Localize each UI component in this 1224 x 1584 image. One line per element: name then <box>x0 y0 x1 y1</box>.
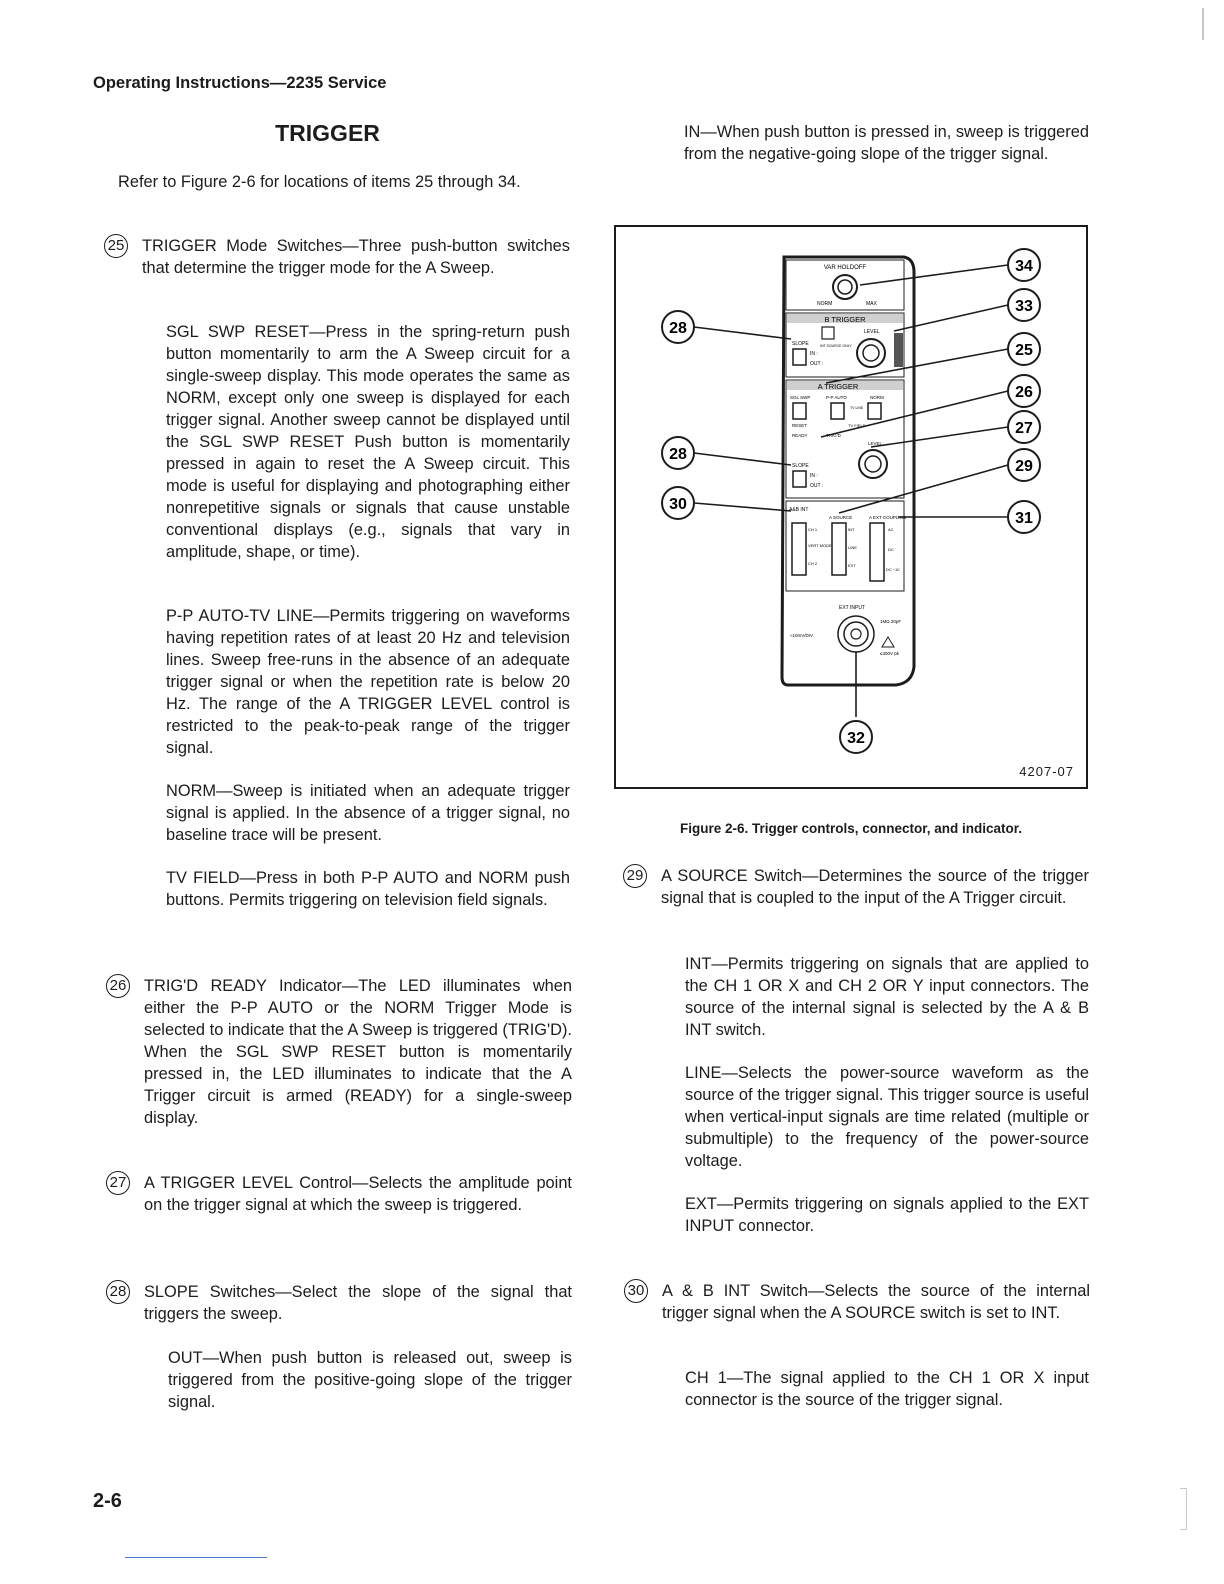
running-header: Operating Instructions—2235 Service <box>93 74 387 92</box>
fig-callout-26-label: 26 <box>1015 384 1033 401</box>
label-a-trigger: A TRIGGER <box>817 382 859 391</box>
label-a-level: LEVEL <box>868 441 883 446</box>
b-level-knob <box>857 339 885 367</box>
fig-callout-33-label: 33 <box>1015 298 1033 315</box>
label-vert-mode: VERT MODE <box>808 543 832 548</box>
callout-28: 28 <box>106 1280 130 1304</box>
label-a-in: IN : <box>810 473 818 479</box>
callouts-left <box>662 311 694 519</box>
label-ch1: CH 1 <box>808 527 818 532</box>
footer-rule <box>125 1557 267 1558</box>
label-reset: RESET <box>792 423 808 428</box>
fig-callout-25-label: 25 <box>1015 342 1033 359</box>
callout-27: 27 <box>106 1171 130 1195</box>
callout-26: 26 <box>106 974 130 998</box>
item-29-line: LINE—Selects the power-source waveform as the source of the trigger signal. This trigger source is useful when vertical-input signals are time related (multiple or submultiple) to the frequency of the power-source voltage. <box>685 1064 1089 1170</box>
label-trigd: TRIG'D <box>826 433 841 438</box>
label-max: MAX <box>866 301 877 307</box>
fig-callout-32-label: 32 <box>847 730 865 747</box>
pp-auto-button <box>831 403 844 419</box>
figure-2-6 <box>614 225 1088 789</box>
label-a-b-int: A&B INT <box>789 507 809 513</box>
item-25-sgl-swp-reset: SGL SWP RESET—Press in the spring-return push button momentarily to arm the A Sweep circuit for a single-sweep display. This mode operates the same as NORM, except only one sweep is displayed for each trigger signal. Another sweep cannot be displayed until the SGL SWP RESET Push button is momentarily pressed in again to reset the A Sweep circuit. This mode is useful for displaying and photographing either nonrepetitive signals or signals that cause unstable conventional displays (e.g., signals that vary in amplitude, shape, or time). <box>166 323 570 561</box>
item-25 <box>107 235 570 279</box>
label-ac: AC <box>888 527 894 532</box>
label-b-in: IN : <box>810 351 818 357</box>
a-level-knob <box>859 450 887 478</box>
a-source-switch <box>832 523 846 575</box>
label-a-ext-coupling: A EXT COUPLING <box>869 515 907 520</box>
fig-callout-30-label: 30 <box>669 496 687 513</box>
callout-30: 30 <box>624 1279 648 1303</box>
label-int: INT <box>848 527 855 532</box>
section-intro: Refer to Figure 2-6 for locations of items 25 through 34. <box>118 173 521 191</box>
item-25-tv-field: TV FIELD—Press in both P-P AUTO and NORM push buttons. Permits triggering on television field signals. <box>166 869 570 909</box>
norm-button <box>868 403 881 419</box>
figure-caption: Figure 2-6. Trigger controls, connector, and indicator. <box>679 821 1023 836</box>
callout-25: 25 <box>104 234 128 258</box>
label-a-out: OUT : <box>810 483 824 489</box>
label-a-source: A SOURCE <box>829 515 853 520</box>
label-b-trigger: B TRIGGER <box>824 315 866 324</box>
label-a-slope: SLOPE <box>792 463 809 469</box>
item-29-int: INT—Permits triggering on signals that are applied to the CH 1 OR X and CH 2 OR Y input connectors. The source of the internal signal is selected by the A & B INT switch. <box>685 955 1089 1039</box>
fig-callout-28b-label: 28 <box>669 446 687 463</box>
item-30 <box>627 1280 1090 1324</box>
fig-callout-31-label: 31 <box>1015 510 1033 527</box>
label-b-level: LEVEL <box>864 329 880 335</box>
item-25-norm: NORM—Sweep is initiated when an adequate trigger signal is applied. In the absence of a trigger signal, no baseline trace will be present. <box>166 782 570 844</box>
label-rating2: ≤400V pk <box>880 651 899 656</box>
item-29-text: A SOURCE Switch—Determines the source of the trigger signal that is coupled to the input of the A Trigger circuit. <box>661 867 1089 907</box>
label-sgl-swp: SGL SWP <box>790 395 811 400</box>
item-30-ch1: CH 1—The signal applied to the CH 1 OR X input connector is the source of the trigger signal. <box>685 1369 1089 1409</box>
label-ext: EXT <box>848 563 856 568</box>
a-slope-button <box>793 471 806 487</box>
label-tv-line: TV LINE <box>850 406 864 410</box>
warning-icon <box>882 637 894 647</box>
callout-29: 29 <box>623 864 647 888</box>
page-number: 2-6 <box>93 1490 122 1512</box>
label-dc-div10: DC ÷10 <box>886 567 900 572</box>
label-ext-input: EXT INPUT <box>839 605 866 611</box>
fig-callout-27-label: 27 <box>1015 420 1033 437</box>
label-tv-field: TV FIELD <box>848 423 866 428</box>
fig-callout-28a-label: 28 <box>669 320 687 337</box>
scan-edge-mark <box>1202 8 1204 40</box>
item-28 <box>109 1281 572 1325</box>
item-27-text: A TRIGGER LEVEL Control—Selects the amplitude point on the trigger signal at which the sweep is triggered. <box>144 1174 572 1214</box>
label-dc: DC <box>888 547 894 552</box>
item-29 <box>626 865 1089 909</box>
item-27 <box>109 1172 572 1216</box>
var-holdoff-knob <box>833 275 857 299</box>
label-var-holdoff: VAR HOLDOFF <box>823 265 867 271</box>
item-28-out: OUT—When push button is released out, sweep is triggered from the positive-going slope of the trigger signal. <box>168 1349 572 1411</box>
label-line: LINE <box>848 545 857 550</box>
label-rating1: 1MΩ 20pF <box>880 619 902 624</box>
scan-edge-bracket <box>1180 1488 1187 1530</box>
label-ch2: CH 2 <box>808 561 818 566</box>
label-norm2: NORM <box>870 395 884 400</box>
a-ext-coupling-switch <box>870 523 884 581</box>
item-25-pp-auto: P-P AUTO-TV LINE—Permits triggering on waveforms having repetition rates of at least 20 Hz and television lines. Sweep free-runs in the absence of an adequate trigger signal or when the repetition rate is below 20 Hz. The range of the A TRIGGER LEVEL control is restricted to the peak-to-peak range of the trigger signal. <box>166 607 570 757</box>
item-25-text: TRIGGER Mode Switches—Three push-button switches that determine the trigger mode for the A Sweep. <box>142 237 570 277</box>
figure-number-label: 4207-07 <box>1019 764 1074 779</box>
item-26 <box>109 975 572 1129</box>
item-28-text: SLOPE Switches—Select the slope of the signal that triggers the sweep. <box>144 1283 572 1323</box>
item-26-text: TRIG'D READY Indicator—The LED illuminates when either the P-P AUTO or the NORM Trigger Mode is selected to indicate that the A Sweep is triggered (TRIG'D). When the SGL SWP RESET button is momentarily pressed in, the LED illuminates to indicate that the A Trigger circuit is armed (READY) for a single-sweep display. <box>144 977 572 1127</box>
label-b-out: OUT : <box>810 361 824 367</box>
fig-callout-29-label: 29 <box>1015 458 1033 475</box>
label-pp-auto: P-P AUTO <box>826 395 847 400</box>
label-ready: READY <box>792 433 808 438</box>
item-28-in: IN—When push button is pressed in, sweep is triggered from the negative-going slope of the trigger signal. <box>684 123 1089 163</box>
label-b-slope: SLOPE <box>792 341 809 347</box>
label-sens: ≈10mV/DIV <box>790 633 813 638</box>
fig-callout-34-label: 34 <box>1015 258 1033 275</box>
b-slope-button <box>793 349 806 365</box>
trigger-panel-diagram <box>616 227 1086 787</box>
callouts-right <box>1008 249 1040 533</box>
label-int-source-only: INT SOURCE ONLY <box>820 344 852 348</box>
item-30-text: A & B INT Switch—Selects the source of the internal trigger signal when the A SOURCE switch is set to INT. <box>662 1282 1090 1322</box>
sgl-swp-button <box>793 403 806 419</box>
label-norm: NORM <box>817 301 833 307</box>
section-title: TRIGGER <box>275 120 380 146</box>
item-29-ext: EXT—Permits triggering on signals applied to the EXT INPUT connector. <box>685 1195 1089 1235</box>
a-b-int-switch <box>792 523 806 575</box>
